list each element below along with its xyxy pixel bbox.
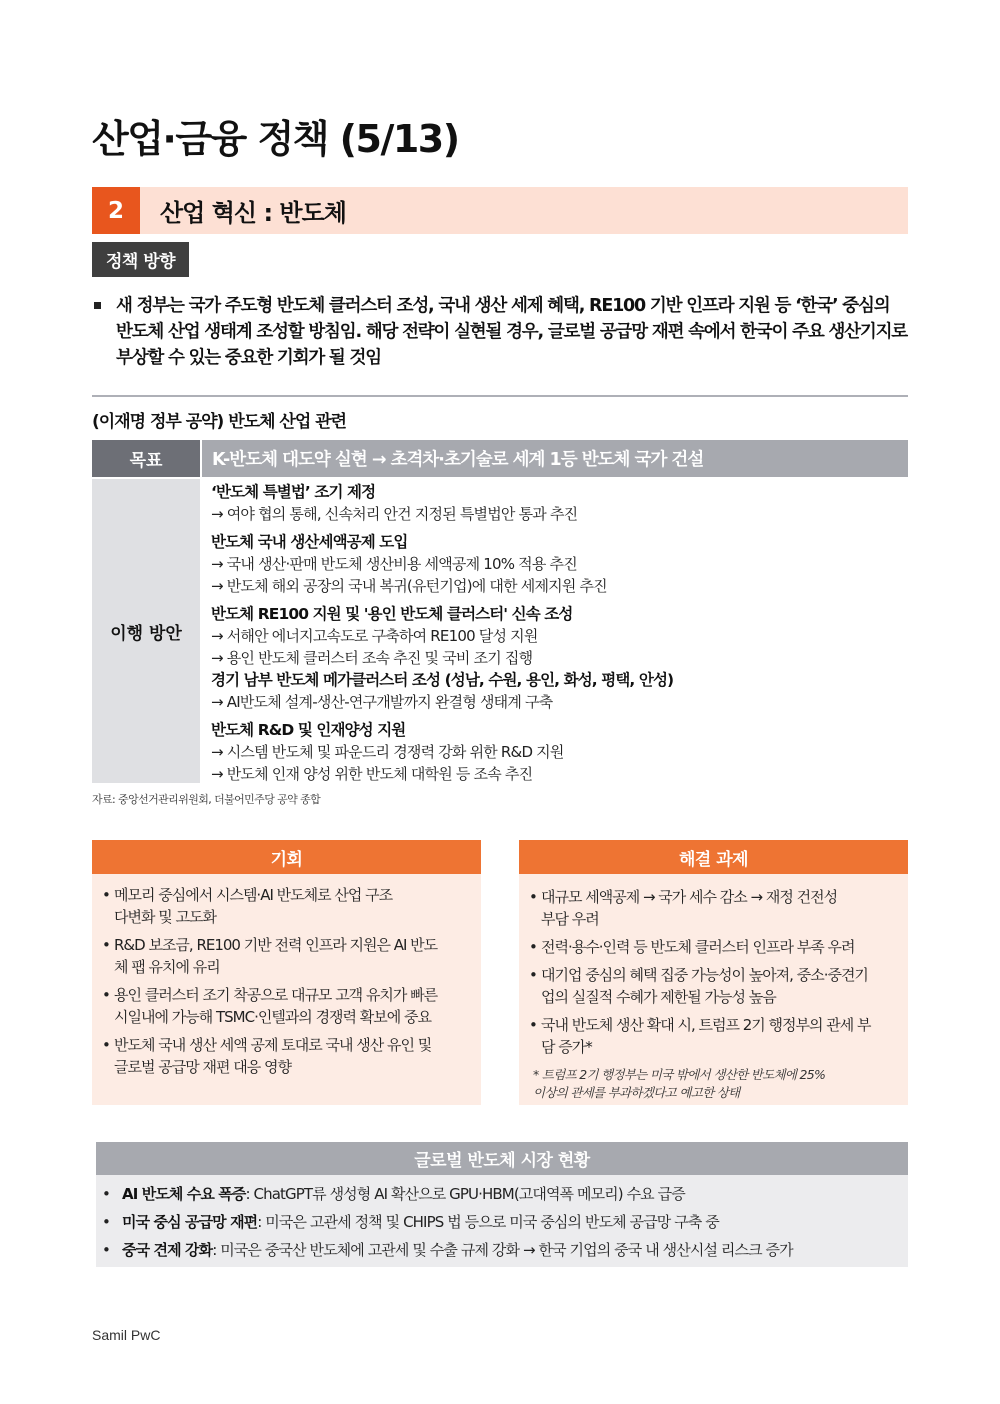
list-item: • 전력·용수·인력 등 반도체 클러스터 인프라 부족 우려 (529, 938, 855, 956)
market-item-label: AI 반도체 수요 폭증 (122, 1185, 246, 1203)
intro-paragraph (92, 293, 912, 371)
section-title: 산업 혁신 : 반도체 (160, 199, 346, 227)
bullet-dot-icon: • (529, 888, 537, 906)
goal-text: K-반도체 대도약 실현 → 초격차·초기술로 세계 1등 반도체 국가 건설 (202, 440, 908, 477)
footer-brand: Samil PwC (92, 1327, 161, 1343)
bullet-dot-icon: • (102, 936, 110, 954)
section-number: 2 (92, 187, 140, 234)
bullet-dot-icon: • (529, 1016, 537, 1034)
tariff-footnote: * 트럼프 2기 행정부는 미국 밖에서 생산한 반도체에 25% 이상의 관세를 부과하겠다고 예고한 상태 (533, 1067, 826, 1100)
market-title: 글로벌 반도체 시장 현황 (96, 1142, 908, 1175)
plan-item: → 용인 반도체 클러스터 조속 추진 및 국비 조기 집행 (211, 649, 533, 667)
market-list (96, 1175, 908, 1264)
bullet-dot-icon: • (102, 1241, 110, 1259)
plan-heading: ‘반도체 특별법’ 조기 제정 (211, 483, 376, 501)
plan-heading: 반도체 RE100 지원 및 '용인 반도체 클러스터' 신속 조성 (211, 605, 573, 623)
bullet-dot-icon: • (529, 938, 537, 956)
policy-direction-tag: 정책 방향 (92, 242, 189, 277)
intro-text (116, 293, 912, 371)
list-item: • 메모리 중심에서 시스템·AI 반도체로 산업 구조 다변화 및 고도화 (102, 886, 393, 926)
plan-label: 이행 방안 (92, 479, 200, 783)
bullet-dot-icon: • (529, 966, 537, 984)
plan-item: → 시스템 반도체 및 파운드리 경쟁력 강화 위한 R&D 지원 (211, 743, 564, 761)
challenges-box (519, 840, 908, 1105)
square-bullet-icon (94, 302, 101, 309)
list-item (98, 1180, 908, 1208)
page-title: 산업·금융 정책 (5/13) (92, 117, 459, 161)
intro-line: 새 정부는 국가 주도형 반도체 클러스터 조성, 국내 생산 세제 혜택, RE100 기반 인프라 지원 등 ‘한국’ 중심의 (116, 296, 890, 316)
opportunity-list (92, 874, 481, 1078)
bullet-dot-icon: • (102, 986, 110, 1004)
plan-item: → 반도체 해외 공장의 국내 복귀(유턴기업)에 대한 세제지원 추진 (211, 577, 607, 595)
list-item: • 용인 클러스터 조기 착공으로 대규모 고객 유치가 빠른 시일내에 가능해 TSMC·인텔과의 경쟁력 확보에 중요 (102, 986, 438, 1026)
plan-group (211, 719, 906, 785)
market-item-text: : ChatGPT류 생성형 AI 확산으로 GPU·HBM(고대역폭 메모리) 수요 급증 (245, 1185, 685, 1203)
intro-line: 반도체 산업 생태계 조성할 방침임. 해당 전략이 실현될 경우, 글로벌 공급망 재편 속에서 한국이 주요 생산기지로 (116, 322, 908, 342)
plan-group (211, 481, 906, 525)
bullet-dot-icon: • (102, 1213, 110, 1231)
section-header (92, 187, 908, 234)
plan-heading: 반도체 R&D 및 인재양성 지원 (211, 721, 406, 739)
challenges-list (519, 874, 908, 1058)
plan-content (211, 481, 906, 791)
plan-item: → 서해안 에너지고속도로 구축하여 RE100 달성 지원 (211, 627, 538, 645)
bullet-dot-icon: • (102, 1185, 110, 1203)
intro-line: 부상할 수 있는 중요한 기회가 될 것임 (116, 348, 381, 368)
market-box (96, 1142, 908, 1267)
opportunity-title: 기회 (92, 840, 481, 874)
market-item-label: 중국 견제 강화 (122, 1241, 213, 1259)
list-item: • R&D 보조금, RE100 기반 전력 인프라 지원은 AI 반도 체 팹 유치에 유리 (102, 936, 438, 976)
bullet-dot-icon: • (102, 1036, 110, 1054)
plan-group (211, 531, 906, 597)
section-divider (92, 395, 908, 397)
goal-row (92, 440, 908, 477)
plan-item: → 여야 협의 통해, 신속처리 안건 지정된 특별법안 통과 추진 (211, 505, 578, 523)
challenges-title: 해결 과제 (519, 840, 908, 874)
market-item-label: 미국 중심 공급망 재편 (122, 1213, 258, 1231)
plan-group (211, 603, 906, 669)
table-caption: (이재명 정부 공약) 반도체 산업 관련 (92, 412, 347, 432)
plan-item: → AI반도체 설계-생산-연구개발까지 완결형 생태계 구축 (211, 693, 553, 711)
list-item: • 반도체 국내 생산 세액 공제 토대로 국내 생산 유인 및 글로벌 공급망 재편 대응 영향 (102, 1036, 432, 1076)
plan-heading: 반도체 국내 생산세액공제 도입 (211, 533, 408, 551)
list-item: • 국내 반도체 생산 확대 시, 트럼프 2기 행정부의 관세 부 담 증가* (529, 1016, 871, 1056)
goal-label: 목표 (92, 440, 200, 477)
list-item (98, 1208, 908, 1236)
plan-item: → 반도체 인재 양성 위한 반도체 대학원 등 조속 추진 (211, 765, 533, 783)
market-item-text: : 미국은 중국산 반도체에 고관세 및 수출 규제 강화 → 한국 기업의 중국 내 생산시설 리스크 증가 (212, 1241, 793, 1259)
list-item (98, 1236, 908, 1264)
table-source: 자료: 중앙선거관리위원회, 더불어민주당 공약 종합 (92, 793, 321, 806)
plan-group (211, 669, 906, 713)
list-item: • 대기업 중심의 혜택 집중 가능성이 높아져, 중소·중견기 업의 실질적 수혜가 제한될 가능성 높음 (529, 966, 868, 1006)
opportunity-box (92, 840, 481, 1105)
list-item: • 대규모 세액공제 → 국가 세수 감소 → 재정 건전성 부담 우려 (529, 888, 838, 928)
bullet-dot-icon: • (102, 886, 110, 904)
plan-heading: 경기 남부 반도체 메가클러스터 조성 (성남, 수원, 용인, 화성, 평택, 안성) (211, 671, 674, 689)
plan-item: → 국내 생산·판매 반도체 생산비용 세액공제 10% 적용 추진 (211, 555, 577, 573)
market-item-text: : 미국은 고관세 정책 및 CHIPS 법 등으로 미국 중심의 반도체 공급망 구축 중 (257, 1213, 719, 1231)
